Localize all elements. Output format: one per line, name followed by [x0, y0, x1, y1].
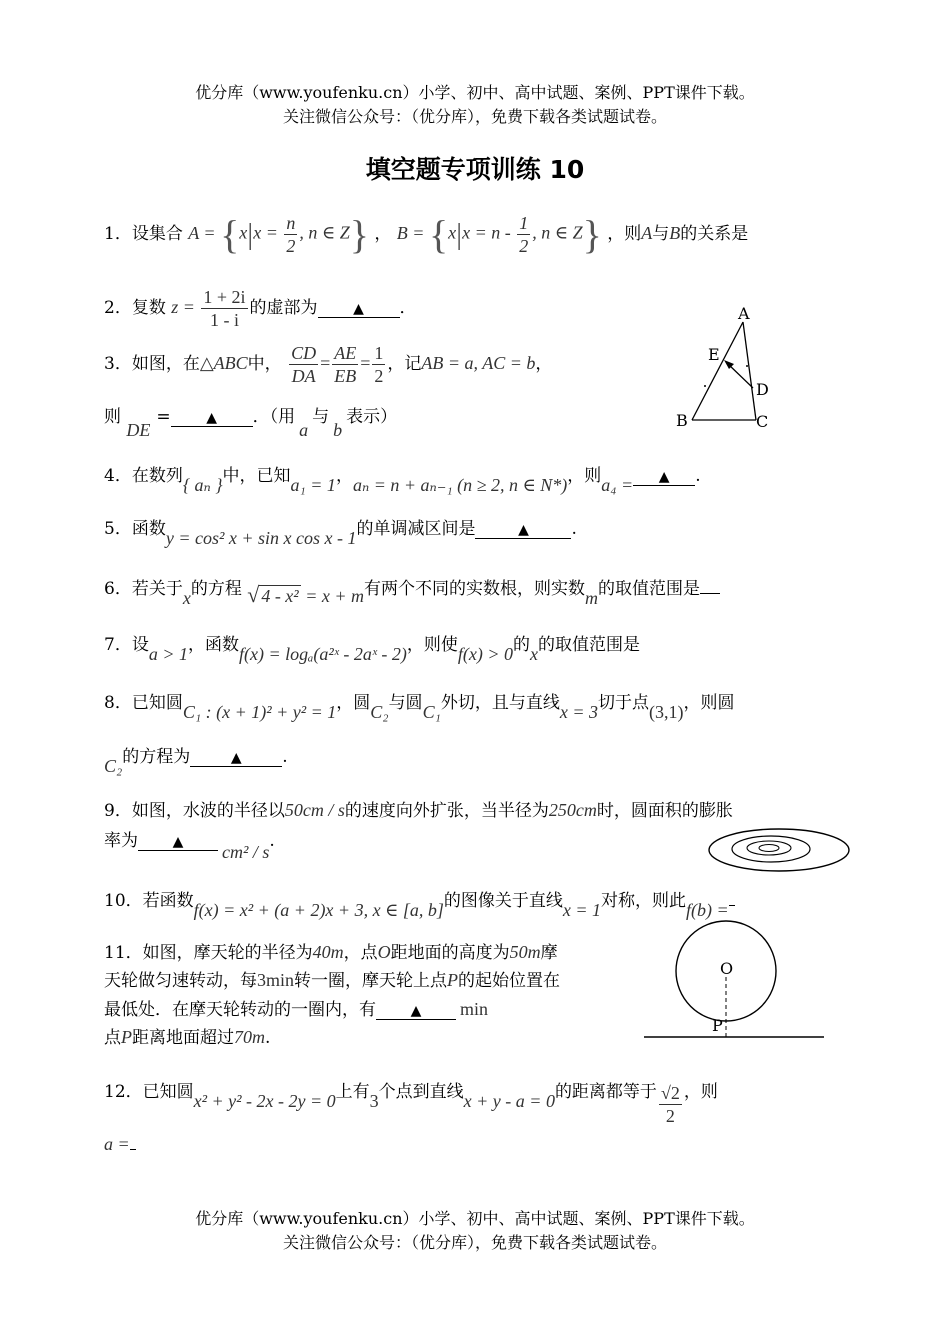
- question-1: [104, 211, 748, 258]
- q3-a: a: [299, 420, 309, 440]
- q3-end: ．（用: [252, 407, 296, 427]
- q11-text: 如图，摩天轮的半径为: [142, 943, 313, 963]
- question-11-line-2: [104, 966, 560, 991]
- q4-a4: a₄ =: [601, 475, 634, 495]
- triangle-figure: [670, 300, 780, 435]
- q7-text-5: 的取值范围是: [538, 635, 641, 655]
- q7-x: x: [530, 644, 539, 664]
- q12-circle: x² + y² - 2x - 2y = 0: [193, 1091, 336, 1111]
- water-ripple-figure: [705, 822, 853, 878]
- q1-var-B: B: [669, 223, 681, 243]
- q10-text: 若函数: [142, 891, 194, 911]
- q5-text: 函数: [131, 519, 166, 539]
- question-11: [104, 938, 558, 963]
- q7-text-4: 的: [513, 635, 531, 655]
- question-3: 3．如图，在△ABC中， $\frac{CD}{DA}$ = $\frac{AE}{EB}$ = $\frac{1}{2}$ ，记AB = a, AC = b，: [104, 343, 553, 386]
- q8-C2: C₂: [370, 702, 389, 722]
- q9-speed: 50cm / s: [284, 800, 345, 820]
- q10-fb: f(b) =: [686, 900, 729, 920]
- question-8-line-2: [104, 742, 288, 776]
- q6-equation: √ 4 - x² = x + m: [247, 582, 364, 607]
- q11-text-line4b: 距离地面超过: [132, 1028, 234, 1048]
- q8-C2-line2: C₂: [104, 756, 123, 776]
- ripple-inner: [747, 841, 791, 855]
- q12-text-3: 个点到直线: [378, 1082, 464, 1102]
- q12-text-5: ，则: [683, 1082, 718, 1102]
- q11-text-line3: 最低处．在摩天轮转动的一圈内，有: [104, 1000, 376, 1020]
- q9-number: 9．: [104, 801, 132, 821]
- q11-radius: 40m: [312, 942, 344, 962]
- q3-b: b: [333, 420, 343, 440]
- q2-text: 复数: [131, 298, 166, 318]
- q7-condition: a > 1: [148, 644, 188, 664]
- q4-recurrence: aₙ = n + aₙ₋₁ (n ≥ 2, n ∈ N*): [352, 475, 568, 495]
- q11-text-3: 距地面的高度为: [390, 943, 510, 963]
- label-B: B: [676, 411, 688, 430]
- q9-end: .: [269, 831, 275, 851]
- q1-text-2: ，则: [607, 224, 642, 244]
- q7-function: f(x) = logₐ(a²ˣ - 2aˣ - 2): [238, 644, 407, 664]
- q3-expr: AB = a, AC = b: [421, 353, 536, 373]
- ripple-middle: [732, 836, 810, 862]
- question-4: [104, 461, 701, 495]
- q8-text-line2: 的方程为: [122, 747, 191, 767]
- q7-inequality: f(x) > 0: [457, 644, 514, 664]
- q10-number: 10．: [104, 891, 143, 911]
- q4-text-4: ，则: [567, 466, 602, 486]
- q1-setB-lhs: B =: [396, 223, 429, 243]
- q3-number: 3．: [104, 354, 132, 374]
- q8-C1: C₁: [422, 702, 441, 722]
- q2-answer-blank[interactable]: ▲: [318, 301, 400, 318]
- q8-point: (3,1): [648, 702, 684, 722]
- q6-text-3: 有两个不同的实数根，则实数: [363, 579, 585, 599]
- q11-period: 3min: [257, 970, 295, 990]
- q5-number: 5．: [104, 519, 132, 539]
- q8-circle-C1: C₁ : (x + 1)² + y² = 1: [182, 702, 337, 722]
- q8-line: x = 3: [559, 702, 598, 722]
- q11-height-70: 70m: [234, 1027, 265, 1047]
- question-9: [104, 796, 733, 821]
- q6-x: x: [182, 588, 191, 608]
- q2-number: 2．: [104, 298, 132, 318]
- q9-radius: 250cm: [548, 800, 597, 820]
- question-8: [104, 688, 735, 722]
- q4-text-2: 中，已知: [222, 466, 291, 486]
- q11-O: O: [377, 942, 391, 962]
- ripple-center: [759, 845, 779, 852]
- q7-text-3: ，则使: [406, 635, 458, 655]
- q12-count: 3: [369, 1091, 379, 1111]
- q12-text: 已知圆: [142, 1082, 194, 1102]
- q2-fraction: $\frac{1 + 2i}{1 - i}$: [203, 287, 246, 330]
- q1-var-A: A: [641, 223, 653, 243]
- q11-P-line4: P: [121, 1027, 132, 1047]
- q12-answer-blank[interactable]: [130, 1149, 136, 1150]
- question-11-line-3: [104, 995, 488, 1020]
- q8-text: 已知圆: [131, 693, 183, 713]
- q4-answer-blank[interactable]: ▲: [633, 469, 695, 486]
- q12-fraction: $\frac{√2}{2}$: [660, 1083, 680, 1126]
- question-12: [104, 1070, 718, 1126]
- q11-unit: min: [460, 999, 489, 1019]
- q11-answer-blank[interactable]: ▲: [376, 1003, 456, 1020]
- q4-text-3: ，: [335, 466, 353, 486]
- q10-answer-blank[interactable]: [729, 905, 735, 906]
- q10-line: x = 1: [562, 900, 602, 920]
- q1-number: 1．: [104, 224, 132, 244]
- footer-line-1: 优分库（www.youfenku.cn）小学、初中、高中试题、案例、PPT课件下载。: [195, 1209, 755, 1228]
- question-2: [104, 286, 417, 331]
- label-O: O: [720, 959, 734, 978]
- q5-answer-blank[interactable]: ▲: [475, 522, 571, 539]
- label-A: A: [738, 304, 750, 323]
- q2-text-2: 的虚部为: [249, 298, 318, 318]
- q6-text: 若关于: [131, 579, 183, 599]
- q11-text-2: ，点: [343, 943, 378, 963]
- q3-text: 如图，在: [131, 354, 200, 374]
- question-11-line-4: [104, 1023, 270, 1048]
- q6-text-2: 的方程: [190, 579, 242, 599]
- q12-line: x + y - a = 0: [463, 1091, 555, 1111]
- q12-number: 12．: [104, 1082, 143, 1102]
- q10-function: f(x) = x² + (a + 2)x + 3, x ∈ [a, b]: [193, 900, 444, 920]
- q1-text-3: 与: [652, 224, 670, 244]
- q1-text-4: 的关系是: [680, 224, 749, 244]
- page-title: 填空题专项训练 10: [365, 155, 585, 184]
- q11-text-4: 摩: [540, 943, 558, 963]
- q5-function: y = cos² x + sin x cos x - 1: [165, 528, 357, 548]
- q1-text: 设集合: [131, 224, 183, 244]
- header-line-2: 关注微信公众号：（优分库），免费下载各类试题试卷。: [282, 107, 667, 126]
- q8-text-4: 外切，且与直线: [440, 693, 560, 713]
- q8-text-2: ，圆: [336, 693, 371, 713]
- q8-answer-blank[interactable]: ▲: [190, 750, 282, 767]
- q7-number: 7．: [104, 635, 132, 655]
- q1-setB: {x|x = n - $\frac{1}{2}$ , n ∈ Z}: [428, 212, 602, 257]
- question-10: [104, 886, 735, 920]
- header-line-1: 优分库（www.youfenku.cn）小学、初中、高中试题、案例、PPT课件下载。: [195, 83, 755, 102]
- q5-end: .: [571, 519, 577, 539]
- question-7: [104, 630, 641, 664]
- q6-text-4: 的取值范围是: [597, 579, 700, 599]
- q6-answer-blank[interactable]: [700, 593, 720, 594]
- q3-frac-3: $\frac{1}{2}$: [374, 343, 384, 386]
- q9-text-3: 时，圆面积的膨胀: [596, 801, 733, 821]
- q4-number: 4．: [104, 466, 132, 486]
- q3-answer-blank[interactable]: ▲: [171, 410, 253, 427]
- ripple-outer: [709, 829, 849, 871]
- q4-text: 在数列: [131, 466, 183, 486]
- q3-text-3: ，记: [387, 354, 422, 374]
- side-AC: [743, 322, 756, 420]
- q1-sep: ，: [374, 224, 392, 244]
- footer-line-2: 关注微信公众号：（优分库），免费下载各类试题试卷。: [282, 1233, 667, 1252]
- q1-setA: {x|x = $\frac{n}{2}$ , n ∈ Z}: [220, 212, 369, 257]
- q8-number: 8．: [104, 693, 132, 713]
- q7-text-2: ，函数: [187, 635, 239, 655]
- q8-text-5: 切于点: [597, 693, 649, 713]
- q12-text-4: 的距离都等于: [554, 1082, 657, 1102]
- q3-frac-1: $\frac{CD}{DA}$: [291, 343, 317, 386]
- q8-text-3: 与圆: [388, 693, 423, 713]
- label-E: E: [708, 345, 720, 364]
- q9-text-2: 的速度向外扩张，当半径为: [344, 801, 549, 821]
- q8-text-6: ，则圆: [683, 693, 735, 713]
- q3-frac-2: $\frac{AE}{EB}$: [334, 343, 357, 386]
- q4-end: .: [695, 466, 701, 486]
- q10-text-2: 的图像关于直线: [443, 891, 563, 911]
- label-D: D: [756, 380, 769, 399]
- q8-end: .: [282, 747, 288, 767]
- q3-text-4: ，: [535, 354, 553, 374]
- question-3-line-2: [104, 402, 398, 440]
- q7-text: 设: [131, 635, 149, 655]
- q3-text-2: 中，: [247, 354, 282, 374]
- q11-text-line2: 天轮做匀速转动，每: [104, 971, 257, 991]
- question-6: [104, 574, 720, 608]
- ferris-wheel-figure: [640, 915, 830, 1045]
- q1-setA-lhs: A =: [188, 223, 221, 243]
- q3-DE: DE: [126, 420, 151, 440]
- q6-number: 6．: [104, 579, 132, 599]
- q3-tail: 表示）: [346, 407, 398, 427]
- q10-text-3: 对称，则此: [601, 891, 687, 911]
- q4-sequence: { aₙ }: [182, 475, 223, 495]
- label-C: C: [756, 412, 769, 431]
- q9-text-line2: 率为: [104, 831, 138, 851]
- dot-mark: [746, 365, 748, 367]
- q11-text-line4: 点: [104, 1028, 121, 1048]
- q11-text-line2b: 转一圈，摩天轮上点: [294, 971, 448, 991]
- q9-text: 如图，水波的半径以: [131, 801, 285, 821]
- label-P: P: [712, 1016, 723, 1035]
- q9-answer-blank[interactable]: ▲: [138, 834, 218, 851]
- q3-equals: =: [156, 407, 171, 427]
- q3-triangle: △ABC: [199, 353, 248, 373]
- q2-z: z =: [171, 297, 200, 317]
- dot-mark: [704, 385, 706, 387]
- q6-m: m: [584, 588, 598, 608]
- question-9-line-2: [104, 826, 275, 862]
- q11-end: .: [265, 1028, 271, 1048]
- q11-text-line2c: 的起始位置在: [458, 971, 561, 991]
- q11-height: 50m: [509, 942, 541, 962]
- q12-text-2: 上有: [335, 1082, 370, 1102]
- q11-number: 11．: [104, 943, 143, 963]
- q3-then: 则: [104, 407, 121, 427]
- q12-a: a =: [104, 1134, 130, 1154]
- q5-text-2: 的单调减区间是: [356, 519, 476, 539]
- q4-a1: a₁ = 1: [290, 475, 336, 495]
- question-12-line-2: [104, 1134, 136, 1155]
- q11-P: P: [447, 970, 459, 990]
- question-5: [104, 514, 577, 548]
- q9-unit: cm² / s: [222, 842, 270, 862]
- q2-end: ．: [399, 298, 417, 318]
- q3-with: 与: [312, 407, 330, 427]
